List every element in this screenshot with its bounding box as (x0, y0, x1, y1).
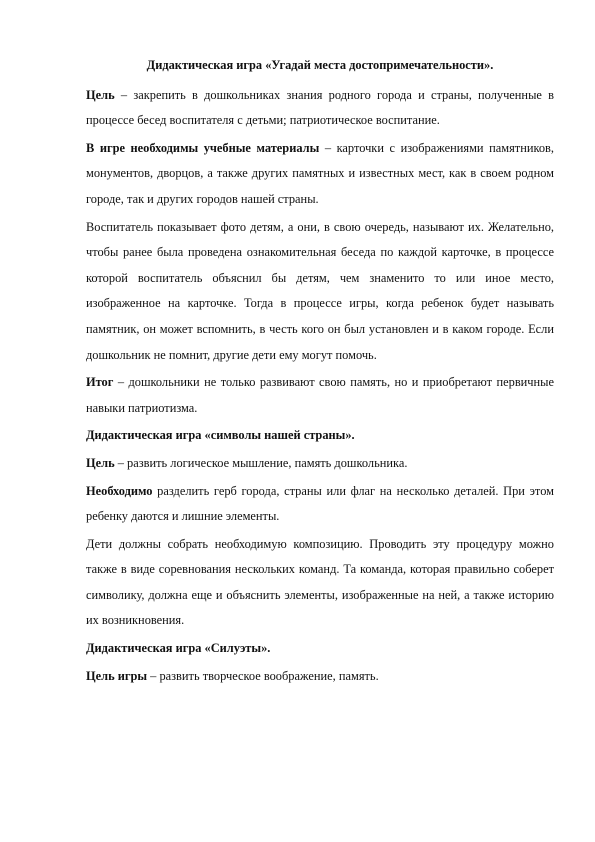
paragraph-result (86, 370, 554, 421)
paragraph-goal-2 (86, 451, 554, 477)
paragraph-procedure (86, 215, 554, 369)
paragraph-text: разделить герб города, страны или флаг на несколько деталей. При этом ребенку даются и лишние элементы. (86, 483, 554, 524)
paragraph-materials (86, 136, 554, 213)
paragraph-lead: Цель (86, 455, 115, 470)
paragraph-text: – развить творческое воображение, память. (147, 668, 379, 683)
document-body (86, 53, 554, 691)
paragraph-assembly (86, 532, 554, 634)
paragraph-text: – дошкольники не только развивают свою память, но и приобретают первичные навыки патриотизма. (86, 375, 554, 415)
paragraph-text: Воспитатель показывает фото детям, а они, в свою очередь, называют их. Желательно, чтобы ранее была проведена ознакомительная беседа по каждой карточке, в процессе которой воспитатель объяснил бы детям, чем знаменито то или иное место, изображенное на карточке. Тогда в процессе игры, когда ребенок будет называть памятник, он может вспомнить, в честь кого он был установлен и в каком городе. Если дошкольник не помнит, другие дети ему могут помочь. (86, 219, 554, 362)
paragraph-lead: Цель (86, 87, 115, 102)
paragraph-goal-3 (86, 664, 554, 690)
paragraph-text: – карточки с изображениями памятников, монументов, дворцов, а также других памятных и известных мест, как в своем родном городе, так и других городов нашей страны. (86, 140, 554, 206)
paragraph-lead: Цель игры (86, 668, 148, 683)
paragraph-lead: Необходимо (86, 483, 153, 498)
paragraph-text: – закрепить в дошкольниках знания родного города и страны, полученные в процессе бесед воспитателя с детьми; патриотическое воспитание. (86, 87, 554, 128)
paragraph-goal-1 (86, 83, 554, 134)
document-title: Дидактическая игра «Угадай места достопримечательности». (146, 58, 494, 72)
paragraph-text: – развить логическое мышление, память дошкольника. (114, 455, 408, 470)
paragraph-lead: В игре необходимы учебные материалы (86, 140, 320, 155)
paragraph-lead: Итог (86, 375, 114, 390)
section-heading-silhouettes: Дидактическая игра «Силуэты». (86, 641, 271, 656)
paragraph-necessary (86, 479, 554, 530)
section-heading-symbols: Дидактическая игра «символы нашей страны». (86, 428, 355, 443)
paragraph-text: Дети должны собрать необходимую композицию. Проводить эту процедуру можно также в виде соревнования нескольких команд. Та команда, которая правильно соберет символику, должна еще и объяснить элементы, изображенные на ней, а также историю их возникновения. (86, 536, 554, 628)
